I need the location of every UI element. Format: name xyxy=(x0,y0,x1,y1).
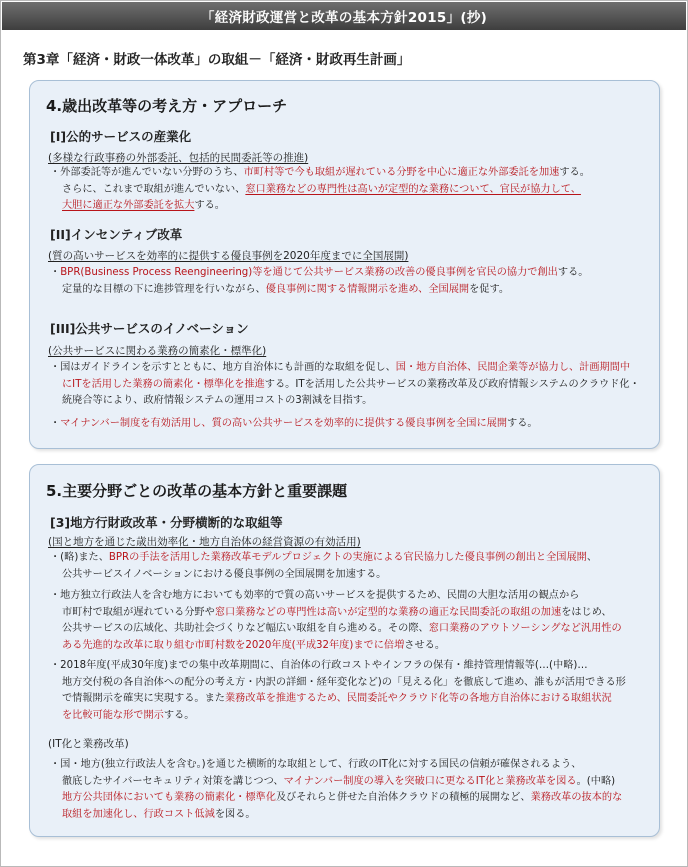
text-run: 定量的な目標の下に進捗管理を行いながら、 xyxy=(62,283,266,295)
text-line xyxy=(50,691,654,708)
text-run: 。(中略) xyxy=(576,775,616,787)
document-title: 「経済財政運営と改革の基本方針2015」(抄) xyxy=(2,2,686,30)
paragraph xyxy=(50,757,654,823)
text-run: を図る。 xyxy=(214,808,256,820)
text-run: 徹底したサイバーセキュリティ対策を講じつつ、 xyxy=(62,775,284,787)
text-line xyxy=(50,377,654,394)
highlighted-text: 地方公共団体においても業務の簡素化・標準化 xyxy=(62,792,276,803)
subsection-heading: [I]公的サービスの産業化 xyxy=(50,129,192,144)
text-line xyxy=(50,675,654,692)
paragraph xyxy=(50,265,654,298)
text-line xyxy=(50,588,654,605)
text-run: ・2018年度(平成30年度)までの集中改革期間に、自治体の行政コストやインフラの保有・維持管理情報等(…(中略)… xyxy=(50,660,588,671)
text-run: する。 xyxy=(163,709,195,721)
text-line xyxy=(50,393,654,410)
text-run: する。ITを活用した公共サービスの業務改革及び政府情報システムのクラウド化・ xyxy=(264,378,640,390)
text-run: 市町村で取組が遅れている分野や xyxy=(62,606,215,618)
text-run: 統廃合等により、政府情報システムの運用コストの3割減を目指す。 xyxy=(62,395,373,406)
subsection-subheading: (公共サービスに関わる業務の簡素化・標準化) xyxy=(48,345,267,357)
highlighted-text: を比較可能な形で開示 xyxy=(62,709,164,721)
text-run: 及びそれらと併せた自治体クラウドの積極的展開など、 xyxy=(275,792,531,803)
section-box-4 xyxy=(29,80,660,449)
text-line xyxy=(50,658,654,675)
subsection-subheading: (IT化と業務改革) xyxy=(48,738,129,750)
highlighted-text: BPR(Business Process Reengineering)等を通じて公共サービス業務の改善の優良事例を官民の協力で創出 xyxy=(60,267,558,278)
highlighted-text: 大胆に適正な外部委託を拡大 xyxy=(62,200,195,211)
text-line xyxy=(50,416,654,433)
text-run: ・国・地方(独立行政法人を含む。)を通じた横断的な取組として、行政のIT化に対する国民の信頼が確保されるよう、 xyxy=(50,759,582,770)
paragraph xyxy=(50,360,654,410)
subsection-subheading: (多様な行政事務の外部委託、包括的民間委託等の推進) xyxy=(48,152,309,164)
chapter-heading: 第3章「経済・財政一体改革」の取組－「経済・財政再生計画」 xyxy=(23,52,411,68)
highlighted-text: 窓口業務などの専門性は高いが定型的な業務の適正な民間委託の取組の加速 xyxy=(214,606,562,618)
paragraph xyxy=(50,550,654,583)
subsection-heading: [3]地方行財政改革・分野横断的な取組等 xyxy=(50,515,283,530)
text-run: 公共サービスイノベーションにおける優良事例の全国展開を加速する。 xyxy=(62,568,387,580)
text-line xyxy=(50,757,654,774)
highlighted-text: にITを活用した業務の簡素化・標準化を推進 xyxy=(62,378,265,390)
section-title: 5.主要分野ごとの改革の基本方針と重要課題 xyxy=(46,482,348,500)
text-run: で情報開示を確実に実現する。また xyxy=(62,693,225,704)
text-line xyxy=(50,567,654,584)
paragraph xyxy=(50,588,654,654)
text-run: ・ xyxy=(50,267,61,278)
highlighted-text: BPRの手法を活用した業務改革モデルプロジェクトの実施による官民協力した優良事例の創出と全国展開 xyxy=(108,552,587,563)
subsection-subheading: (質の高いサービスを効率的に提供する優良事例を2020年度までに全国展開) xyxy=(48,250,409,262)
text-run: する。 xyxy=(557,267,589,278)
text-run: ・国はガイドラインを示すとともに、地方自治体にも計画的な取組を促し、 xyxy=(50,362,396,373)
highlighted-text: 業務改革を推進するため、民間委託やクラウド化等の各地方自治体における取組状況 xyxy=(225,693,612,704)
text-line xyxy=(50,265,654,282)
highlighted-text: 市町村等で今も取組が遅れている分野を中心に適正な外部委託を加速 xyxy=(243,167,560,178)
text-run: をはじめ、 xyxy=(561,606,612,618)
text-run: する。 xyxy=(194,200,225,211)
highlighted-text: 業務改革の抜本的な xyxy=(530,792,623,803)
text-line xyxy=(50,638,654,655)
text-run: ・(略)また、 xyxy=(50,552,109,563)
highlighted-text: 優良事例に関する情報開示を進め、全国展開 xyxy=(265,283,470,295)
highlighted-text: 国・地方自治体、民間企業等が協力し、計画期間中 xyxy=(395,362,631,373)
highlighted-text: マイナンバー制度を有効活用し、質の高い公共サービスを効率的に提供する優良事例を全国に展開 xyxy=(60,418,508,429)
text-run: ・外部委託等が進んでいない分野のうち、 xyxy=(50,167,244,178)
highlighted-text: 窓口業務などの専門性は高いが定型的な業務について、官民が協力して、 xyxy=(245,183,581,195)
text-line xyxy=(50,198,654,215)
text-run: 地方交付税の各自治体への配分の考え方・内訳の詳細・経年変化など)の「見える化」を徹底して進め、誰もが活用できる形 xyxy=(62,676,626,688)
subsection-subheading: (国と地方を通じた歳出効率化・地方自治体の経営資源の有効活用) xyxy=(48,536,361,548)
highlighted-text: 窓口業務のアウトソーシングなど汎用性の xyxy=(428,623,622,634)
subsection-heading: [II]インセンティブ改革 xyxy=(50,227,183,242)
text-run: する。 xyxy=(507,418,538,429)
text-line xyxy=(50,790,654,807)
paragraph xyxy=(50,416,654,433)
text-run: ・地方独立行政法人を含む地方においても効率的で質の高いサービスを提供するため、民間の大胆な活用の観点から xyxy=(50,590,580,601)
highlighted-text: マイナンバー制度の導入を突破口に更なるIT化と業務改革を図る xyxy=(283,775,577,787)
text-line xyxy=(50,165,654,182)
text-line xyxy=(50,708,654,725)
paragraph xyxy=(50,165,654,215)
text-run: ・ xyxy=(50,418,61,429)
text-run: する。 xyxy=(559,167,590,178)
paragraph xyxy=(50,658,654,724)
subsection-heading: [III]公共サービスのイノベーション xyxy=(50,321,249,336)
section-title: 4.歳出改革等の考え方・アプローチ xyxy=(46,97,288,115)
text-line xyxy=(50,807,654,824)
text-run: 公共サービスの広域化、共助社会づくりなど幅広い取組を自ら進める。その際、 xyxy=(62,623,429,634)
highlighted-text: ある先進的な改革に取り組む市町村数を2020年度(平成32年度)までに倍増 xyxy=(62,639,405,651)
text-line xyxy=(50,605,654,622)
text-run: さらに、これまで取組が進んでいない、 xyxy=(62,183,246,195)
text-line xyxy=(50,282,654,299)
text-line xyxy=(50,774,654,791)
text-run: を促す。 xyxy=(469,283,510,295)
text-run: させる。 xyxy=(404,639,446,651)
text-line xyxy=(50,360,654,377)
text-line xyxy=(50,182,654,199)
text-line xyxy=(50,621,654,638)
text-line xyxy=(50,550,654,567)
section-box-5 xyxy=(29,464,660,837)
highlighted-text: 取組を加速化し、行政コスト低減 xyxy=(62,808,215,820)
text-run: 、 xyxy=(586,552,598,563)
